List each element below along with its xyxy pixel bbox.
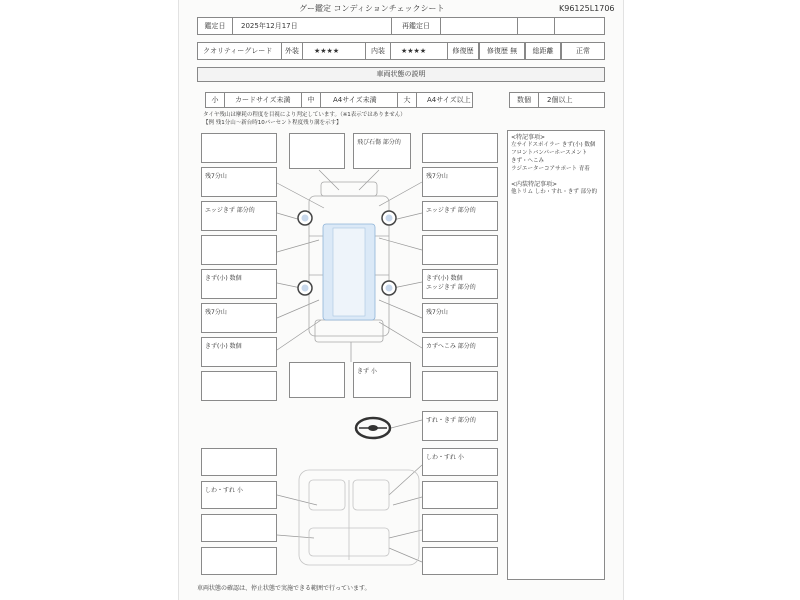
right-rear-box xyxy=(422,371,498,401)
box-label: 残7分山 xyxy=(205,173,227,180)
count-desc: 2個以上 xyxy=(547,96,573,104)
left-quarter-box xyxy=(201,337,277,367)
legend-medium-desc: A4サイズ未満 xyxy=(333,96,377,104)
box-label: きず(小) 数個 xyxy=(205,343,242,350)
right-front-fender-box xyxy=(422,201,498,231)
box-label: 飛び石傷 部分的 xyxy=(357,139,401,146)
vehicle-diagram xyxy=(179,0,623,600)
left-tire-rear-box xyxy=(201,303,277,333)
right-tire-front-box xyxy=(422,167,498,197)
box-label: すれ・きず 部分的 xyxy=(426,417,476,424)
special-remark: フロントバンパーホースメント xyxy=(511,150,588,156)
box-label: きず(小) 数個 xyxy=(205,275,242,282)
right-tire-rear-box xyxy=(422,303,498,333)
box-label: カずへこみ 部分的 xyxy=(426,343,476,350)
legend-small: 小 xyxy=(211,95,219,104)
appraisal-date-label: 鑑定日 xyxy=(204,21,226,30)
interior-right-box-1 xyxy=(422,448,498,476)
special-remarks-title: <特記事項> xyxy=(511,134,546,141)
sheet-code: K96125L1706 xyxy=(559,4,615,13)
trunk-box xyxy=(289,362,345,398)
repair-value: 修復歴 無 xyxy=(486,46,518,55)
quality-grade-label: クオリティーグレード xyxy=(203,47,273,55)
left-rear-door-box xyxy=(201,269,277,299)
special-remark: きず・へこみ xyxy=(511,158,545,164)
legend-medium: 中 xyxy=(307,95,315,104)
odometer-value: 正常 xyxy=(576,46,590,55)
left-tire-front-box xyxy=(201,167,277,197)
right-rear-door-box xyxy=(422,269,498,299)
interior-label: 内装 xyxy=(371,46,385,55)
front-right-box xyxy=(422,133,498,163)
box-label: 残7分山 xyxy=(426,309,448,316)
interior-right-box-3 xyxy=(422,514,498,542)
box-label: きず(小) 数個 xyxy=(426,275,463,282)
left-front-door-box xyxy=(201,235,277,265)
odometer-label: 総距離 xyxy=(532,46,554,55)
interior-right-box-2 xyxy=(422,481,498,509)
box-label: 残7分山 xyxy=(426,173,448,180)
rear-bumper-box xyxy=(353,362,411,398)
left-rear-box xyxy=(201,371,277,401)
front-bumper-box xyxy=(353,133,411,169)
interior-right-box-4 xyxy=(422,547,498,575)
interior-rating: ★★★★ xyxy=(401,47,427,55)
interior-left-box-3 xyxy=(201,514,277,542)
legend-large: 大 xyxy=(403,95,411,104)
right-front-door-box xyxy=(422,235,498,265)
interior-remarks-title: <内装特記事項> xyxy=(511,181,558,188)
box-label: エッジきず 部分的 xyxy=(426,207,476,214)
left-front-fender-box xyxy=(201,201,277,231)
reappraisal-date-label: 再鑑定日 xyxy=(402,21,430,30)
front-left-box xyxy=(201,133,277,163)
box-label: エッジきず 部分的 xyxy=(205,207,255,214)
cabin-inner xyxy=(333,228,365,316)
appraisal-date: 2025年12月17日 xyxy=(241,22,298,30)
box-label: きず 小 xyxy=(357,368,377,375)
sheet-title: グー鑑定 コンディションチェックシート xyxy=(299,4,445,13)
interior-remark: 他トリム しわ・すれ・きず 部分的 xyxy=(511,189,597,195)
hood-box xyxy=(289,133,345,169)
special-remark: 左サイドスポイラー きず(小) 数個 xyxy=(511,142,596,148)
exterior-label: 外装 xyxy=(285,46,299,55)
tire-note: タイヤ残山は摩耗の程度を目視により判定しています。（※1表示ではありません） xyxy=(203,112,406,118)
interior-left-box-1 xyxy=(201,448,277,476)
repair-label: 修復歴 xyxy=(452,46,474,55)
interior-left-box-4 xyxy=(201,547,277,575)
section-title: 車両状態の説明 xyxy=(376,70,426,78)
steering-wheel-icon xyxy=(356,418,390,438)
legend-large-desc: A4サイズ以上 xyxy=(427,96,471,104)
condition-check-sheet xyxy=(178,0,624,600)
box-label: 残7分山 xyxy=(205,309,227,316)
interior-left-box-2 xyxy=(201,481,277,509)
right-quarter-box xyxy=(422,337,498,367)
box-label: しわ・すれ 小 xyxy=(426,454,464,461)
legend-small-desc: カードサイズ未満 xyxy=(235,96,291,104)
box-label: しわ・すれ 小 xyxy=(205,487,243,494)
tire-note-example: 【例 残1分山〜新台時10パーセント程度残り溝を示す】 xyxy=(203,120,342,126)
exterior-rating: ★★★★ xyxy=(314,47,340,55)
steering-box xyxy=(422,411,498,441)
footer-note: 車両状態の確認は、停止状態で実施できる範囲で行っています。 xyxy=(197,585,371,592)
box-label: エッジきず 部分的 xyxy=(426,284,476,291)
special-remark: ラジエーターコアサポート 青着 xyxy=(511,166,590,172)
count-label: 数個 xyxy=(517,95,531,104)
